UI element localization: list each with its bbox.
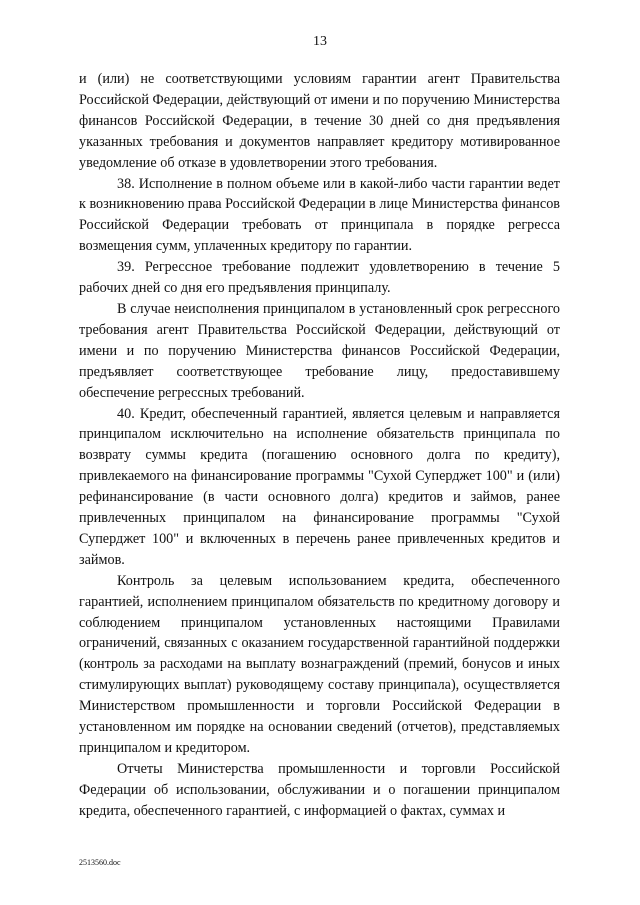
document-body [79, 69, 560, 822]
paragraph-39: 39. Регрессное требование подлежит удовлетворению в течение 5 рабочих дней со дня его предъявления принципалу. [79, 259, 560, 297]
paragraph-control: Контроль за целевым использованием кредита, обеспеченного гарантией, исполнением принципалом обязательств по кредитному договору и соблюдением принципалом установленных настоящими Правилами ограничений, связанных с оказанием государственной гарантийной поддержки (контроль за расходами на выплату вознаграждений (премий, бонусов и иных стимулирующих выплат) руководящему составу принципала), осуществляется Министерством промышленности и торговли Российской Федерации в установленном им порядке на основании сведений (отчетов), представляемых принципалом и кредитором. [79, 572, 560, 756]
footer-doc-id: 2513560.doc [79, 858, 121, 867]
paragraph-regress-default: В случае неисполнения принципалом в установленный срок регрессного требования агент Правительства Российской Федерации, действующий от имени и по поручению Министерства финансов Российской Федерации, предъявляет соответствующее требование лицу, предоставившему обеспечение регрессных требований. [79, 300, 560, 401]
page-number: 13 [313, 34, 327, 49]
paragraph-40: 40. Кредит, обеспеченный гарантией, является целевым и направляется принципалом исключительно на исполнение обязательств принципала по возврату суммы кредита (погашению основного долга по кредиту), привлекаемого на финансирование программы "Сухой Суперджет 100" и (или) рефинансирование (в части основного долга) кредитов и займов, ранее привлеченных принципалом на финансирование программы "Сухой Суперджет 100" и включенных в перечень ранее привлеченных кредитов и займов. [79, 405, 560, 568]
paragraph-reports: Отчеты Министерства промышленности и торговли Российской Федерации об использовании, обслуживании и о погашении принципалом кредита, обеспеченного гарантией, с информацией о фактах, суммах и [79, 760, 560, 819]
paragraph-38: 38. Исполнение в полном объеме или в какой-либо части гарантии ведет к возникновению права Российской Федерации в лице Министерства финансов Российской Федерации требовать от принципала в порядке регресса возмещения сумм, уплаченных кредитору по гарантии. [79, 175, 560, 255]
paragraph-continuation: и (или) не соответствующими условиям гарантии агент Правительства Российской Федерации, действующий от имени и по поручению Министерства финансов Российской Федерации, в течение 30 дней со дня предъявления указанных требования и документов направляет кредитору мотивированное уведомление об отказе в удовлетворении этого требования. [79, 71, 560, 171]
